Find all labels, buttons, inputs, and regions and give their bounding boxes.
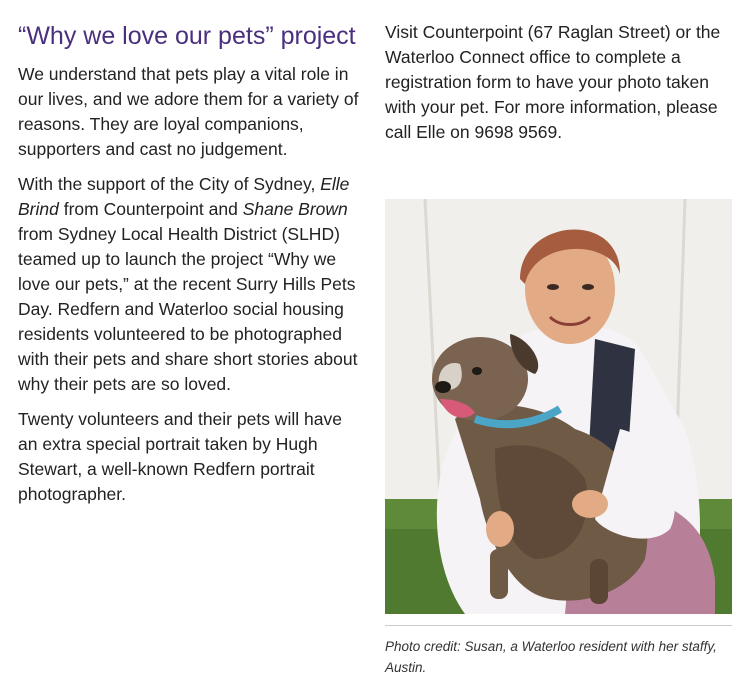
support-text-a: With the support of the City of Sydney, [18,174,321,194]
person-name-elle: Elle Brind [18,174,350,219]
article-title: “Why we love our pets” project [18,22,356,50]
volunteers-paragraph: Twenty volunteers and their pets will have an extra special portrait taken by Hugh Stewart, a well-known Redfern portrait photographer. [18,409,342,504]
photo-caption: Photo credit: Susan, a Waterloo resident with her staffy, Austin. [385,639,717,675]
intro-paragraph: We understand that pets play a vital role in our lives, and we adore them for a variety of reasons. They are loyal companions, supporters and cast no judgement. [18,64,359,159]
visit-paragraph: Visit Counterpoint (67 Raglan Street) or the Waterloo Connect office to complete a registration form to have your photo taken with your pet. For more information, please call Elle on 9698 9569. [385,22,721,142]
photo-illustration [385,199,732,614]
person-name-shane: Shane Brown [242,199,348,219]
left-column [18,20,363,517]
right-column [385,20,735,155]
caption-divider [385,625,732,626]
support-text-c: from Sydney Local Health District (SLHD) teamed up to launch the project “Why we love our pets,” at the recent Surry Hills Pets Day. Redfern and Waterloo social housing residents volunteered to be photographed with their pets and share short stories about why their pets are so loved. [18,224,358,394]
support-paragraph [18,172,363,397]
support-text-b: from Counterpoint and [58,199,243,219]
pet-photo [385,199,732,614]
